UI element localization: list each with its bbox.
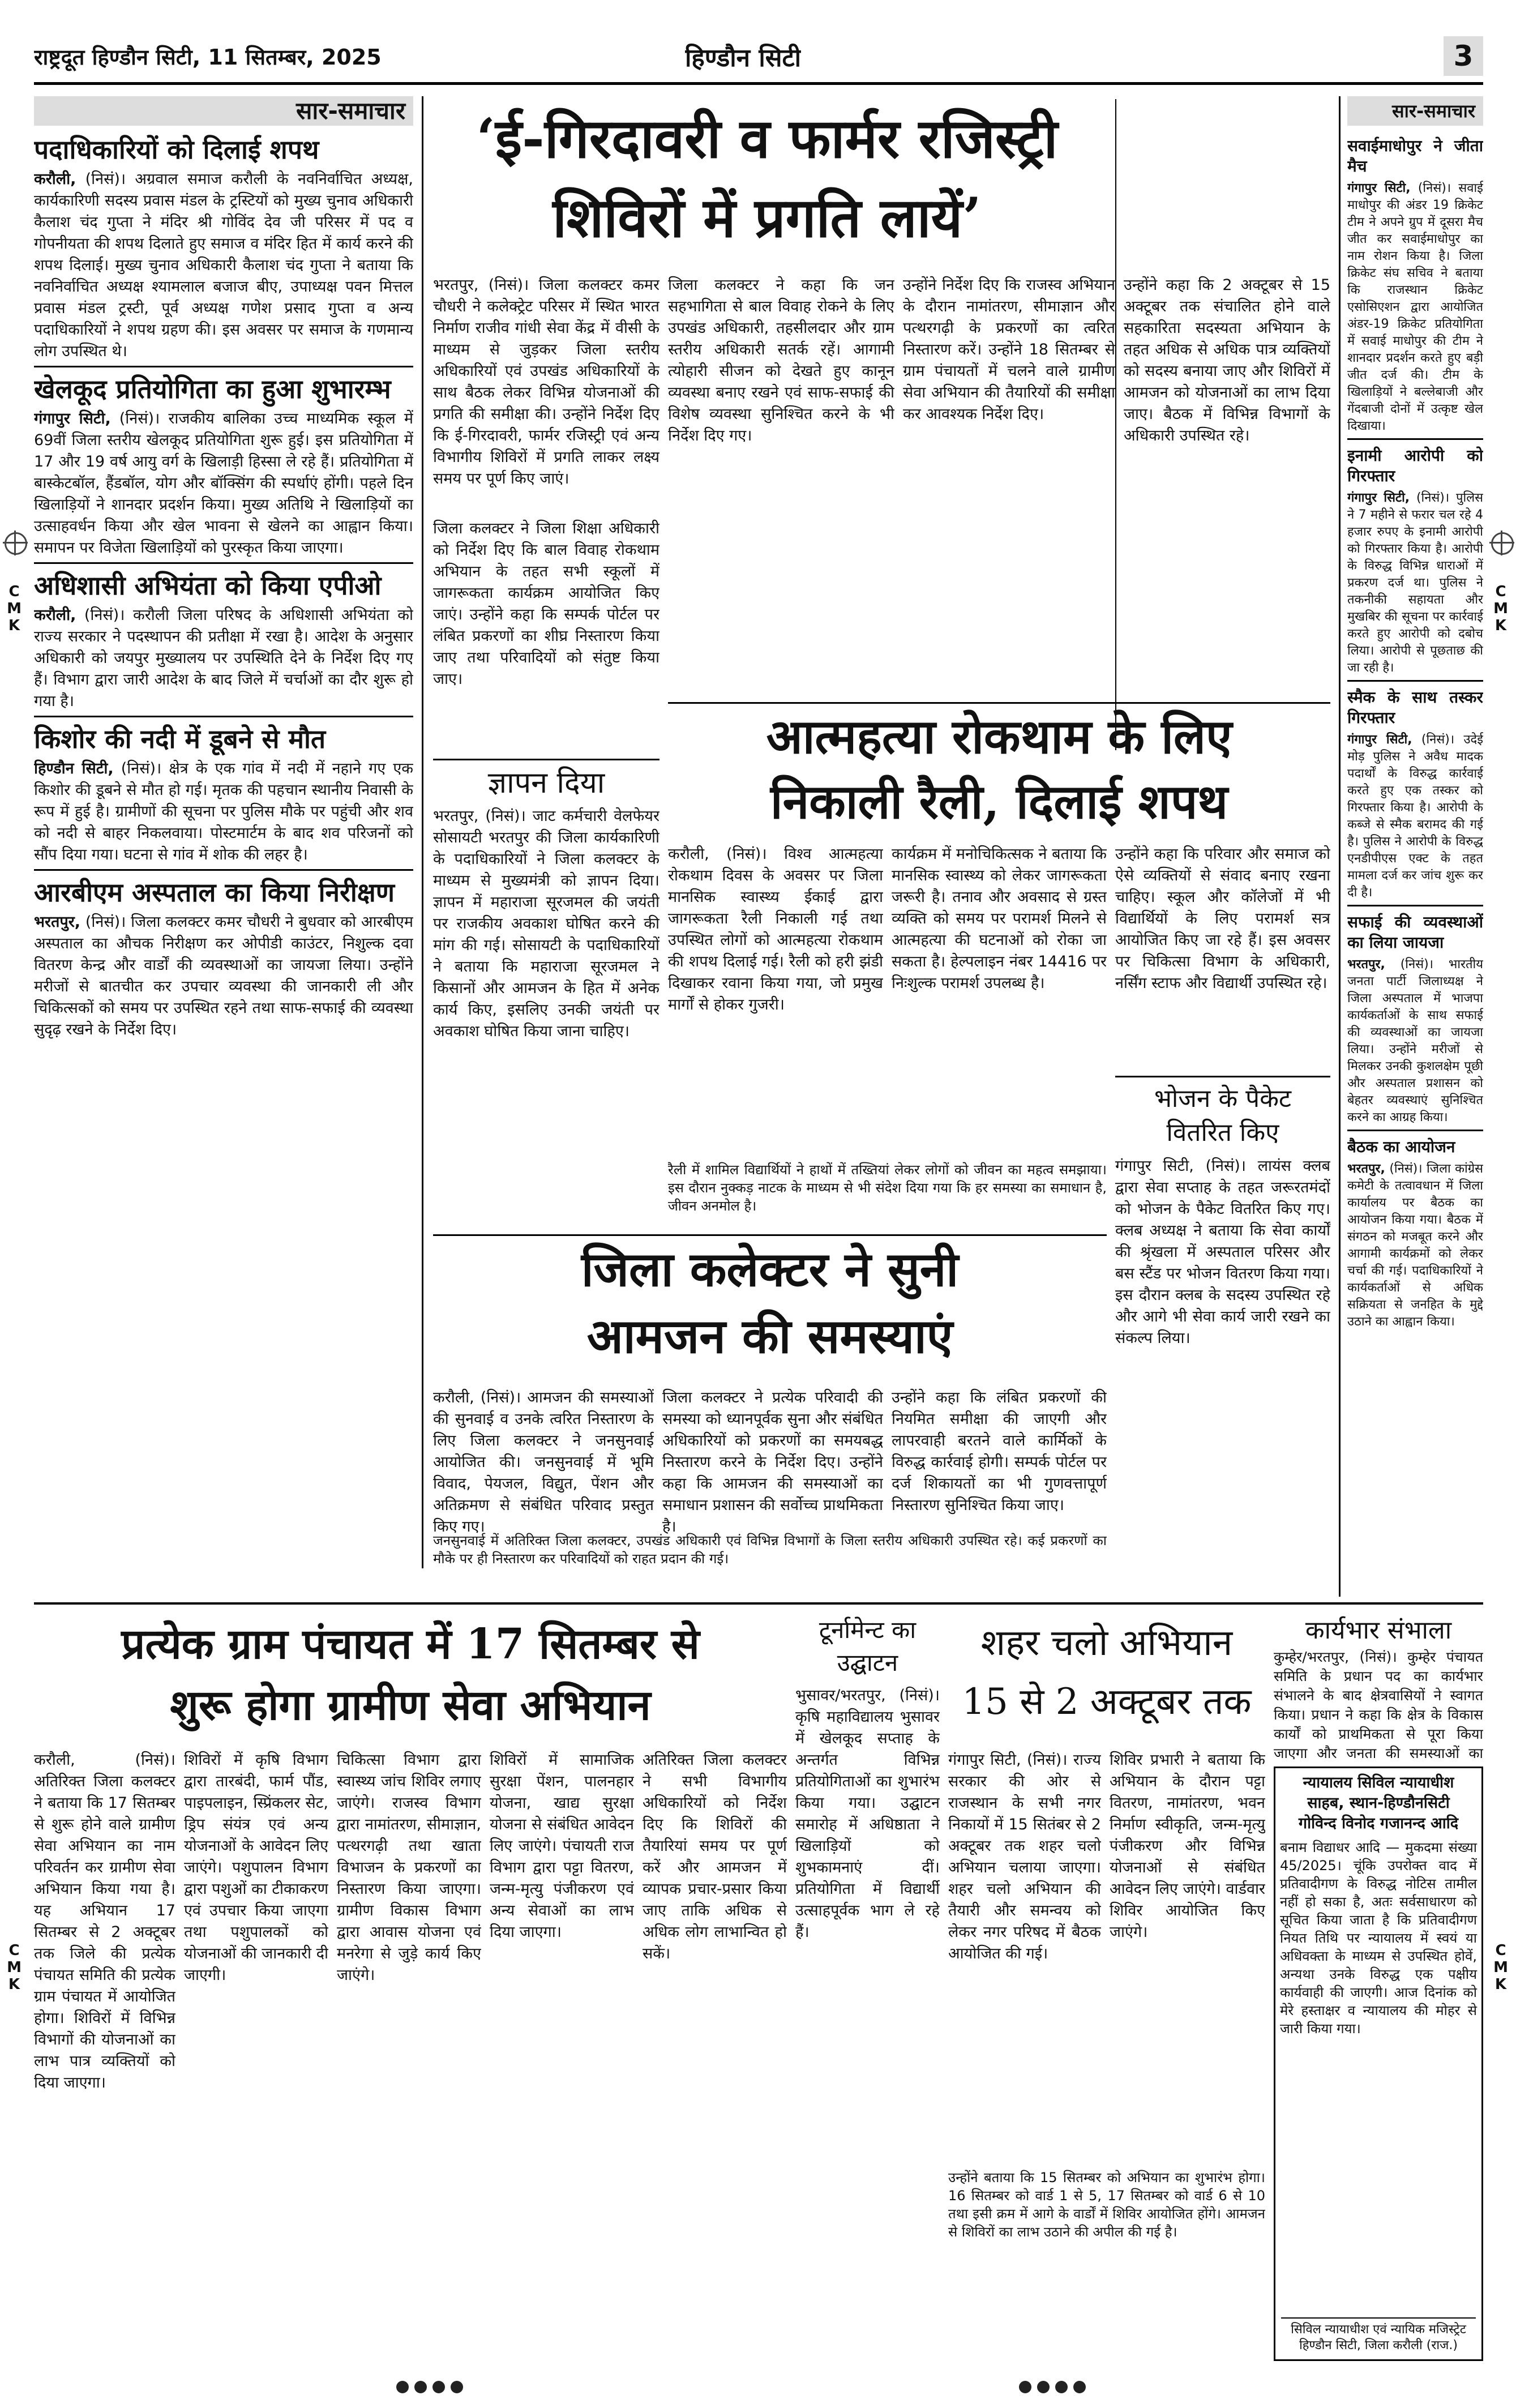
gyapan-body: भरतपुर, (निसं)। जाट कर्मचारी वेलफेयर सोसायटी भरतपुर की जिला कार्यकारिणी के पदाधिकारियों ने जिला कलक्टर के माध्यम से मुख्यमंत्री को ज्ञापन दिया। ज्ञापन में महाराजा सूरजमल की जयंती पर राजकीय अवकाश घोषित करने की मांग की गई। सोसायटी के पदाधिकारियों ने बताया कि महाराजा सूरजमल ने किसानों और आमजन के हित में अनेक कार्य किए, इसलिए उनकी जयंती पर अवकाश घोषित किया जाना चाहिए।	[433, 807, 659, 1040]
cmk-left-bottom: C M K	[7, 1942, 22, 1993]
shahar-headline-line-2: 15 से 2 अक्टूबर तक	[962, 1681, 1252, 1723]
article-body: (निसं)। करौली जिला परिषद के अधिशासी अभियंता को राज्य सरकार ने पदस्थापन की प्रतीक्षा में रखा है। आदेश के अनुसार अधिकारी को जयपुर मुख्यालय पर उपस्थिति देने के निर्देश दिए गए हैं। विभाग द्वारा जारी आदेश के बाद जिले में चर्चाओं का दौर शुरू हो गया है।	[34, 606, 413, 710]
shahar-headline-line-1: शहर चलो अभियान	[980, 1622, 1233, 1664]
gram-sewa-headline	[34, 1614, 787, 1744]
rally-headline-line-1: आत्महत्या रोकथाम के लिए	[766, 708, 1232, 764]
shahar-body-col-2: शिविर प्रभारी ने बताया कि अभियान के दौरान पट्टा वितरण, नामांतरण, भवन निर्माण स्वीकृति, जन्म-मृत्यु पंजीकरण और विभिन्न योजनाओं से संबंधित आवेदन लिए जाएंगे। वार्डवार शिविर आयोजित किए जाएंगे।	[1110, 1751, 1265, 1941]
article	[34, 716, 413, 866]
notice-title-1: न्यायालय सिविल न्यायाधीश	[1303, 1774, 1454, 1791]
header-rule	[34, 82, 1483, 85]
column-rule	[422, 96, 423, 1568]
notice-title-2: साहब, स्थान-हिण्डौनसिटी	[1307, 1794, 1450, 1812]
gram-sewa-body-col-2: शिविरों में कृषि विभाग द्वारा तारबंदी, फार्म पौंड, पाइपलाइन, स्प्रिंकलर सेट, ड्रिप संयंत्र एवं अन्य योजनाओं के आवेदन लिए जाएंगे। पशुपालन विभाग द्वारा पशुओं का टीकाकरण एवं उपचार किया जाएगा तथा पशुपालकों को योजनाओं की जानकारी दी जाएगी।	[184, 1751, 328, 1984]
rally-headline-line-2: निकाली रैली, दिलाई शपथ	[770, 773, 1228, 829]
bhojan-headline	[1115, 1077, 1330, 1150]
gram-sewa-body-col-5: अतिरिक्त जिला कलक्टर ने सभी विभागीय अधिकारियों को निर्देश दिए कि शिविरों की तैयारियां समय पर पूर्ण करें और आमजन में व्यापक प्रचार-प्रसार किया जाए ताकि अधिक से अधिक लोग लाभान्वित हो सकें।	[643, 1751, 787, 1962]
registration-dots	[396, 2381, 463, 2393]
notice-body: बनाम विद्याधर आदि — मुकदमा संख्या 45/2025। चूंकि उपरोक्त वाद में प्रतिवादीगण के विरुद्ध नोटिस तामील नहीं हो सका है, अतः सर्वसाधारण को सूचित किया जाता है कि प्रतिवादीगण नियत तिथि पर न्यायालय में स्वयं या अधिवक्ता के माध्यम से उपस्थित होवें, अन्यथा उनके विरुद्ध एक पक्षीय कार्यवाही की जाएगी। आज दिनांक को मेरे हस्ताक्षर व न्यायालय की मोहर से जारी किया गया।	[1280, 1840, 1477, 2037]
cmk-right-bottom: C M K	[1493, 1942, 1508, 1993]
article-headline: सफाई की व्यवस्थाओं का लिया जायजा	[1347, 913, 1483, 952]
page-header	[34, 34, 1483, 85]
karyabhar-headline: कार्यभार संभाला	[1305, 1616, 1452, 1645]
right-news-column	[1132, 96, 1133, 97]
collector-headline-line-1: जिला कलेक्टर ने सुनी	[581, 1241, 959, 1297]
collector-headline-line-2: आमजन की समस्याएं	[586, 1308, 953, 1364]
left-news-column	[34, 126, 413, 1041]
page-number-box	[1444, 36, 1483, 76]
gyapan-headline: ज्ञापन दिया	[487, 766, 605, 800]
rally-body-col-1: करौली, (निसं)। विश्व आत्महत्या रोकथाम दिवस के अवसर पर जिला मानसिक स्वास्थ्य ईकाई द्वारा जागरूकता रैली निकाली गई तथा उपस्थित लोगों को आत्महत्या रोकथाम की शपथ दिलाई गई। रैली को हरी झंडी दिखाकर रवाना किया गया, जो प्रमुख मार्गों से होकर गुजरी।	[668, 845, 883, 1013]
article-headline: बैठक का आयोजन	[1347, 1137, 1455, 1156]
shahar-headline	[948, 1614, 1265, 1744]
article-headline: आरबीएम अस्पताल का किया निरीक्षण	[34, 877, 395, 908]
lead-headline	[433, 99, 1101, 269]
registration-mark-icon	[1491, 532, 1514, 555]
gram-sewa-body-col-1: करौली, (निसं)। अतिरिक्त जिला कलक्टर ने बताया कि 17 सितम्बर से शुरू होने वाले ग्रामीण सेवा अभियान का नाम परिवर्तन कर ग्रामीण सेवा अभियान किया गया है। यह अभियान 17 सितम्बर से 2 अक्टूबर तक जिले की प्रत्येक पंचायत समिति की प्रत्येक ग्राम पंचायत में आयोजित होगा। शिविरों में विभिन्न विभागों की योजनाओं का लाभ पात्र व्यक्तियों को दिया जाएगा।	[34, 1751, 175, 2092]
section-label: सार-समाचार	[34, 96, 413, 126]
left-sar-samachar	[34, 96, 413, 1568]
rally-headline	[668, 702, 1330, 838]
collector-headline	[433, 1234, 1107, 1376]
article-headline: पदाधिकारियों को दिलाई शपथ	[34, 134, 319, 165]
article-headline: खेलकूद प्रतियोगिता का हुआ शुभारम्भ	[34, 374, 391, 404]
tournament-headline-line-2: उद्घाटन	[837, 1649, 898, 1676]
article-body: (निसं)। राजकीय बालिका उच्च माध्यमिक स्कूल में 69वीं जिला स्तरीय खेलकूद प्रतियोगिता शुरू हुई। इस प्रतियोगिता में 17 और 19 वर्ष आयु वर्ग के खिलाड़ी हिस्सा ले रहे हैं। प्रतियोगिता में बास्केटबॉल, हैंडबॉल, योग और बॉक्सिंग की स्पर्धाएं होंगी। पहले दिन खिलाड़ियों ने शानदार प्रदर्शन किया। मुख्य अतिथि ने खिलाड़ियों का उत्साहवर्धन किया और खेल भावना से खेलने का आह्वान किया। समापन पर विजेता खिलाड़ियों को पुरस्कृत किया जाएगा।	[34, 410, 413, 557]
bottom-section-rule	[34, 1602, 1483, 1605]
bhojan-article	[1115, 1076, 1330, 1597]
page-number: 3	[1453, 40, 1474, 72]
dateline: गंगापुर सिटी,	[1347, 733, 1412, 747]
rally-body-col-4: रैली में शामिल विद्यार्थियों ने हाथों में तख्तियां लेकर लोगों को जीवन का महत्व समझाया। इस दौरान नुक्कड़ नाटक के माध्यम से भी संदेश दिया गया कि हर समस्या का समाधान है, जीवन अनमोल है।	[668, 1162, 1107, 1214]
bhojan-headline-line-2: वितरित किए	[1166, 1118, 1279, 1147]
dateline: गंगापुर सिटी,	[1347, 181, 1411, 195]
tournament-headline-line-1: टूर्नामेन्ट का	[819, 1616, 917, 1644]
lead-headline-line-1: ‘ई-गिरदावरी व फार्मर रजिस्ट्री	[476, 106, 1058, 170]
collector-body-col-1: करौली, (निसं)। आमजन की समस्याओं की सुनवाई व उनके त्वरित निस्तारण के लिए जिला कलक्टर ने जनसुनवाई आयोजित की। जनसुनवाई में भूमि विवाद, पेयजल, विद्युत, पेंशन और अतिक्रमण से संबंधित परिवाद प्रस्तुत किए गए।	[433, 1389, 654, 1536]
tournament-body: भुसावर/भरतपुर, (निसं)। कृषि महाविद्यालय भुसावर में खेलकूद सप्ताह के अन्तर्गत विभिन्न प्रतियोगिताओं का शुभारंभ किया गया। उद्घाटन समारोह में अधिष्ठाता ने खिलाड़ियों को शुभकामनाएं दीं। प्रतियोगिता में विद्यार्थी उत्साहपूर्वक भाग ले रहे हैं।	[795, 1687, 940, 1941]
lead-headline-line-2: शिविरों में प्रगति लायें’	[553, 186, 982, 250]
column-rule	[1115, 99, 1116, 750]
lead-body-col-5: उन्होंने कहा कि 2 अक्टूबर से 15 अक्टूबर तक संचालित होने वाले सहकारिता सदस्यता अभियान के तहत अधिक से अधिक पात्र व्यक्तियों को सदस्य बनाया जाए और शिविरों में आमजन को योजनाओं का लाभ दिया जाए। बैठक में विभिन्न विभागों के अधिकारी उपस्थित रहे।	[1124, 276, 1330, 444]
article	[34, 134, 413, 362]
cmk-right: C M K	[1493, 583, 1508, 634]
court-notice	[1274, 1767, 1483, 2361]
shahar-body-col-3-visible: उन्होंने बताया कि 15 सितम्बर को अभियान का शुभारंभ होगा। 16 सितम्बर को वार्ड 1 से 5, 17 सितम्बर को वार्ड 6 से 10 तथा इसी क्रम में आगे के वार्डों में शिविर आयोजित होंगे। आमजन से शिविरों का लाभ उठाने की अपील की गई है।	[948, 2170, 1265, 2240]
article-body: (निसं)। भारतीय जनता पार्टी जिलाध्यक्ष ने जिला अस्पताल में भाजपा कार्यकर्ताओं के साथ सफाई की व्यवस्थाओं का जायजा लिया। उन्होंने मरीजों से मिलकर उनकी कुशलक्षेम पूछी और अस्पताल प्रशासन को बेहतर व्यवस्थाएं सुनिश्चित करने का आग्रह किया।	[1347, 957, 1483, 1124]
gram-sewa-body-col-3: चिकित्सा विभाग द्वारा स्वास्थ्य जांच शिविर लगाए जाएंगे। राजस्व विभाग द्वारा नामांतरण, सीमाज्ञान, पत्थरगढ़ी तथा खाता विभाजन के प्रकरणों का निस्तारण किया जाएगा। ग्रामीण विकास विभाग द्वारा आवास योजना एवं मनरेगा से जुड़े कार्य किए जाएंगे।	[337, 1751, 481, 1984]
dateline: करौली,	[34, 606, 76, 624]
shahar-body-col-1: गंगापुर सिटी, (निसं)। राज्य सरकार की ओर से राजस्थान के सभी नगर निकायों में 15 सितंबर से 2 अक्टूबर तक शहर चलो अभियान चलाया जाएगा। शहर चलो अभियान की तैयारी और समन्वय को लेकर नगर परिषद में बैठक आयोजित की गई।	[948, 1751, 1101, 1962]
dateline: भरतपुर,	[1347, 957, 1385, 972]
dateline: भरतपुर,	[34, 913, 81, 931]
karyabhar-body: कुम्हेर/भरतपुर, (निसं)। कुम्हेर पंचायत समिति के प्रधान पद का कार्यभार संभालने के बाद क्षेत्रवासियों ने स्वागत किया। प्रधान ने कहा कि क्षेत्र के विकास कार्यों को प्राथमिकता से पूरा किया जाएगा और जनता की समस्याओं का	[1274, 1649, 1483, 1761]
lead-body-col-4: उन्होंने निर्देश दिए कि राजस्व अभियान के दौरान नामांतरण, सीमाज्ञान और पत्थरगढ़ी के प्रकरणों का त्वरित निस्तारण करें। उन्होंने 18 सितम्बर से ग्राम पंचायतों में चलने वाले ग्रामीण सेवा अभियान की तैयारियों की समीक्षा कर आवश्यक निर्देश दिए।	[903, 276, 1115, 423]
rally-body-col-3: उन्होंने कहा कि परिवार और समाज को ऐसे व्यक्तियों से संवाद बनाए रखना चाहिए। स्कूल और कॉलेजों में भी विद्यार्थियों के लिए परामर्श सत्र आयोजित किए जा रहे हैं। इस अवसर पर चिकित्सा विभाग के अधिकारी, नर्सिंग स्टाफ और विद्यार्थी उपस्थित रहे।	[1115, 845, 1330, 992]
lead-body-col-2: जिला कलक्टर ने जिला शिक्षा अधिकारी को निर्देश दिए कि बाल विवाह रोकथाम अभियान के तहत सभी स्कूलों में जागरूकता कार्यक्रम आयोजित किए जाएं। उन्होंने कहा कि सम्पर्क पोर्टल पर लंबित प्रकरणों का शीघ्र निस्तारण किया जाए तथा परिवादियों को संतुष्ट किया जाए।	[433, 520, 659, 688]
karyabhar-article	[1274, 1614, 1483, 1761]
header-city: हिण्डौन सिटी	[685, 44, 802, 72]
bhojan-body: गंगापुर सिटी, (निसं)। लायंस क्लब द्वारा सेवा सप्ताह के तहत जरूरतमंदों को भोजन के पैकेट वितरित किए गए। क्लब अध्यक्ष ने बताया कि सेवा कार्यों की श्रृंखला में अस्पताल परिसर और बस स्टैंड पर भोजन वितरण किया गया। इस दौरान क्लब के सदस्य उपस्थित रहे और आगे भी सेवा कार्य जारी रखने का संकल्प लिया।	[1115, 1157, 1330, 1347]
article-body: (निसं)। पुलिस ने 7 महीने से फरार चल रहे 4 हजार रुपए के इनामी आरोपी को गिरफ्तार किया है। आरोपी के विरुद्ध विभिन्न धाराओं में प्रकरण दर्ज था। पुलिस ने तकनीकी सहायता और मुखबिर की सूचना पर कार्रवाई करते हुए आरोपी को दबोच लिया। आरोपी से पूछताछ की जा रही है।	[1347, 491, 1483, 675]
registration-mark-icon	[5, 532, 27, 555]
article-body: (निसं)। जिला कांग्रेस कमेटी के तत्वावधान में जिला कार्यालय पर बैठक का आयोजन किया गया। बैठक में संगठन को मजबूत करने और आगामी कार्यक्रमों को लेकर चर्चा की गई। पदाधिकारियों ने कार्यकर्ताओं से अधिक सक्रियता से जनहित के मुद्दे उठाने का आह्वान किया।	[1347, 1162, 1483, 1329]
dateline: भरतपुर,	[1347, 1162, 1385, 1176]
bhojan-headline-line-1: भोजन के पैकेट	[1154, 1084, 1292, 1113]
collector-body-col-2: जिला कलक्टर ने प्रत्येक परिवादी की समस्या को ध्यानपूर्वक सुना और संबंधित अधिकारियों को प्रकरणों का समयबद्ध निस्तारण करने के निर्देश दिए। उन्होंने कहा कि आमजन की समस्याओं का समाधान प्रशासन की सर्वोच्च प्राथमिकता है।	[662, 1389, 883, 1536]
column-rule	[1339, 96, 1341, 1597]
tournament-article	[795, 1614, 940, 2361]
dateline: करौली,	[34, 170, 76, 188]
article-body: (निसं)। अग्रवाल समाज करौली के नवनिर्वाचित अध्यक्ष, कार्यकारिणी सदस्य प्रवास मंडल के ट्रस्टियों को मुख्य चुनाव अधिकारी कैलाश चंद गुप्ता ने मंदिर श्री गोविंद देव जी परिसर में पद व गोपनीयता की शपथ दिलाते हुए समाज व मंदिर हित में कार्य करने की शपथ दिलाई। मुख्य चुनाव अधिकारी कैलाश चंद गुप्ता ने बताया कि नवनिर्वाचित अध्यक्ष श्यामलाल बजाज बीए, उपाध्यक्ष पवन मित्तल प्रवास मंडल ट्रस्टी, पूर्व अध्यक्ष गणेश प्रसाद गुप्ता व अन्य पदाधिकारियों ने शपथ ग्रहण की। इस अवसर पर समाज के गणमान्य लोग उपस्थित थे।	[34, 170, 413, 360]
article	[1347, 1130, 1483, 1331]
article-headline: स्मैक के साथ तस्कर गिरफ्तार	[1347, 688, 1483, 727]
article-headline: किशोर की नदी में डूबने से मौत	[34, 724, 326, 754]
section-label: सार-समाचार	[1347, 96, 1483, 126]
notice-footer: सिविल न्यायाधीश एवं न्यायिक मजिस्ट्रेट हिण्डौन सिटी, जिला करौली (राज.)	[1281, 2317, 1476, 2354]
article-headline: सवाईमाधोपुर ने जीता मैच	[1347, 136, 1483, 176]
article	[34, 562, 413, 712]
registration-dots	[1019, 2381, 1086, 2393]
tournament-headline	[795, 1614, 940, 1679]
lead-body-col-3: जिला कलक्टर ने कहा कि जन सहभागिता से बाल विवाह रोकने के लिए उपखंड अधिकारी, तहसीलदार और ग्राम स्तरीय अधिकारी सतर्क रहें। आगामी त्योहारी सीजन को देखते हुए कानून व्यवस्था बनाए रखने एवं साफ-सफाई की विशेष व्यवस्था सुनिश्चित करने के भी निर्देश दिए गए।	[668, 276, 894, 444]
header-dateline: राष्ट्रदूत हिण्डौन सिटी, 11 सितम्बर, 2025	[34, 45, 382, 70]
dateline: हिण्डौन सिटी,	[34, 760, 114, 777]
rally-body-col-2: कार्यक्रम में मनोचिकित्सक ने बताया कि मानसिक स्वास्थ्य को लेकर जागरूकता जरूरी है। तनाव और अवसाद से ग्रस्त व्यक्ति को समय पर परामर्श मिलने से आत्महत्या की घटनाओं को रोका जा सकता है। हेल्पलाइन नंबर 14416 पर निःशुल्क परामर्श उपलब्ध है।	[892, 845, 1107, 992]
article	[1347, 136, 1483, 435]
article-body: (निसं)। सवाई माधोपुर की अंडर 19 क्रिकेट टीम ने अपने ग्रुप में दूसरा मैच जीत कर सवाईमाधोपुर का नाम रोशन किया है। जिला क्रिकेट संघ सचिव ने बताया कि राजस्थान क्रिकेट एसोसिएशन द्वारा आयोजित अंडर-19 क्रिकेट प्रतियोगिता में सवाई माधोपुर की टीम ने शानदार प्रदर्शन करते हुए बड़ी जीत दर्ज की। टीम के खिलाड़ियों ने बल्लेबाजी और गेंदबाजी दोनों में उत्कृष्ट खेल दिखाया।	[1347, 181, 1483, 433]
article-headline: अधिशासी अभियंता को किया एपीओ	[34, 570, 382, 601]
article-body: (निसं)। क्षेत्र के एक गांव में नदी में नहाने गए एक किशोर की डूबने से मौत हो गई। मृतक की पहचान स्थानीय निवासी के रूप में हुई है। ग्रामीणों की सूचना पर पुलिस मौके पर पहुंची और शव को नदी से बाहर निकलवाया। पोस्टमार्टम के बाद शव परिजनों को सौंप दिया गया। घटना से गांव में शोक की लहर है।	[34, 760, 413, 863]
gram-sewa-headline-line-1: प्रत्येक ग्राम पंचायत में 17 सितम्बर से	[121, 1620, 700, 1669]
collector-body-col-3: उन्होंने कहा कि लंबित प्रकरणों की नियमित समीक्षा की जाएगी और लापरवाही बरतने वाले कार्मिकों के विरुद्ध कार्रवाई होगी। सम्पर्क पोर्टल पर दर्ज शिकायतों का भी गुणवत्तापूर्ण निस्तारण सुनिश्चित किया जाए।	[892, 1389, 1107, 1514]
cmk-left: C M K	[7, 583, 22, 634]
gram-sewa-body-col-4: शिविरों में सामाजिक सुरक्षा पेंशन, पालनहार योजना, खाद्य सुरक्षा योजना से संबंधित आवेदन लिए जाएंगे। पंचायती राज विभाग द्वारा पट्टा वितरण, जन्म-मृत्यु पंजीकरण एवं अन्य सेवाओं का लाभ दिया जाएगा।	[490, 1751, 634, 1941]
right-articles	[1347, 130, 1483, 1597]
dateline: गंगापुर सिटी,	[1347, 491, 1410, 505]
article	[34, 869, 413, 1041]
article-body: (निसं)। जिला कलक्टर कमर चौधरी ने बुधवार को आरबीएम अस्पताल का औचक निरीक्षण कर ओपीडी काउंटर, निशुल्क दवा वितरण केन्द्र और वार्डों की व्यवस्थाओं का जायजा लिया। उन्होंने मरीजों से बातचीत कर उपचार व्यवस्था की जानकारी ली और चिकित्सकों को समय पर उपस्थित रहने तथा साफ-सफाई की व्यवस्था सुदृढ़ रखने के निर्देश दिए।	[34, 913, 413, 1038]
article	[1347, 680, 1483, 901]
collector-body-col-4-visible: जनसुनवाई में अतिरिक्त जिला कलक्टर, उपखंड अधिकारी एवं विभिन्न विभागों के जिला स्तरीय अधिकारी उपस्थित रहे। कई प्रकरणों का मौके पर ही निस्तारण कर परिवादियों को राहत प्रदान की गई।	[433, 1533, 1107, 1567]
article	[34, 366, 413, 559]
article	[1347, 905, 1483, 1126]
gram-sewa-headline-line-2: शुरू होगा ग्रामीण सेवा अभियान	[170, 1681, 651, 1730]
article-headline: इनामी आरोपी को गिरफ्तार	[1347, 446, 1483, 485]
dateline: गंगापुर सिटी,	[34, 410, 111, 427]
article	[1347, 438, 1483, 677]
notice-title-3: गोविन्द विनोद गजानन्द आदि	[1298, 1815, 1459, 1832]
lead-body-col-1: भरतपुर, (निसं)। जिला कलक्टर कमर चौधरी ने कलेक्ट्रेट परिसर में स्थित भारत निर्माण राजीव गांधी सेवा केंद्र में वीसी के माध्यम से जुड़कर जिला स्तरीय अधिकारियों एवं उपखंड अधिकारियों के साथ बैठक लेकर विभिन्न योजनाओं की प्रगति की समीक्षा की। उन्होंने निर्देश दिए कि ई-गिरदावरी, फार्मर रजिस्ट्री एवं अन्य विभागीय शिविरों में प्रगति लाकर लक्ष्य समय पर पूर्ण किए जाएं।	[433, 276, 659, 487]
article-body: (निसं)। उदेई मोड़ पुलिस ने अवैध मादक पदार्थों के विरुद्ध कार्रवाई करते हुए एक तस्कर को गिरफ्तार किया है। आरोपी के कब्जे से स्मैक बरामद की गई है। पुलिस ने आरोपी के विरुद्ध एनडीपीएस एक्ट के तहत मामला दर्ज कर जांच शुरू कर दी है।	[1347, 733, 1483, 900]
